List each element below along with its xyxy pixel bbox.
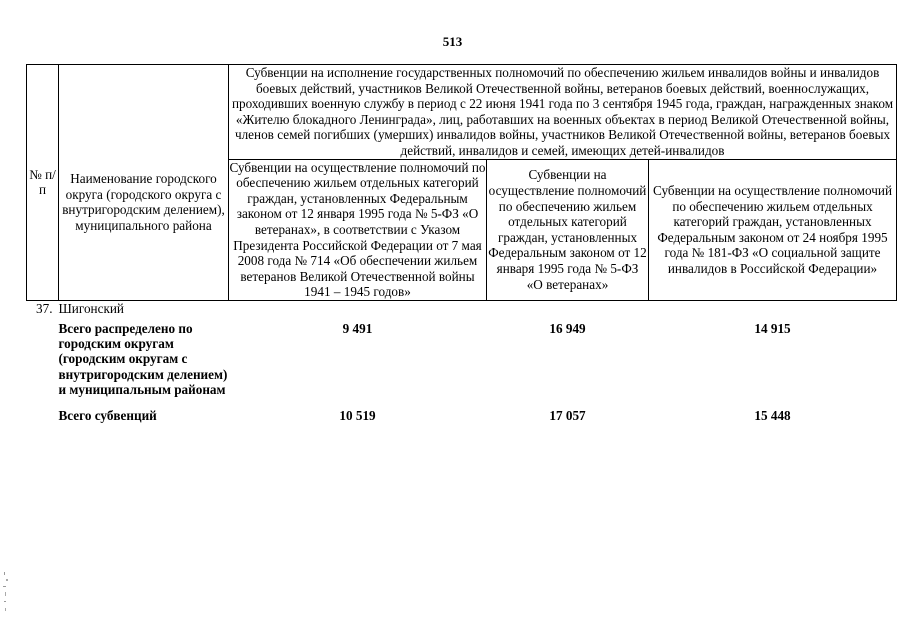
total-subventions-row xyxy=(27,404,897,424)
subvention-table xyxy=(26,64,897,423)
total-subventions-value-2: 17 057 xyxy=(549,407,586,423)
row-value-3 xyxy=(649,300,897,316)
header-row-main xyxy=(27,65,897,160)
header-num: № п/п xyxy=(27,65,59,301)
total-distributed-value-3: 14 915 xyxy=(754,320,791,336)
header-col3: Субвенции на осуществление полномочий по обеспечению жильем отдельных категорий граждан, установленных Федеральным законом от 24 ноября 1995 года № 181-ФЗ «О социальной защите инвалидов в Российской Федерации» xyxy=(649,159,897,300)
total-subventions-value-3: 15 448 xyxy=(754,407,791,423)
total-distributed-value-1: 9 491 xyxy=(342,320,373,336)
total-subventions-value-1: 10 519 xyxy=(339,407,376,423)
table-row xyxy=(27,300,897,316)
total-distributed-label: Всего распределено по городским округам (городским округам с внутригородским делением) и муниципальным районам xyxy=(58,320,228,398)
region-name: Шигонский xyxy=(58,300,124,316)
header-col2: Субвенции на осуществление полномочий по обеспечению жильем отдельных категорий граждан, установленных Федеральным законом от 12 января 1995 года № 5-ФЗ «О ветеранах» xyxy=(487,159,649,300)
row-number: 37. xyxy=(36,300,53,316)
row-value-1 xyxy=(229,300,487,316)
scan-margin-mark xyxy=(2,570,10,614)
row-value-2 xyxy=(487,300,649,316)
total-distributed-row xyxy=(27,317,897,398)
page-number: 513 xyxy=(442,34,463,49)
header-name: Наименование городского округа (городского округа с внутригородским делением), муниципального района xyxy=(59,65,229,301)
total-distributed-value-2: 16 949 xyxy=(549,320,586,336)
header-col1: Субвенции на осуществление полномочий по обеспечению жильем отдельных категорий граждан, установленных Федеральным законом от 12 января 1995 года № 5-ФЗ «О ветеранах», в соответствии с Указом Президента Российской Федерации от 7 мая 2008 года № 714 «Об обеспечении жильем ветеранов Великой Отечественной войны 1941 – 1945 годов» xyxy=(229,159,486,300)
total-subventions-label: Всего субвенций xyxy=(58,407,157,423)
header-main-subvention: Субвенции на исполнение государственных полномочий по обеспечению жильем инвалидов войны и инвалидов боевых действий, участников Великой Отечественной войны, ветеранов боевых действий, военнослужащих, проходивших военную службу в период с 22 июня 1941 года по 3 сентября 1945 года, граждан, награжденных знаком «Жителю блокадного Ленинграда», лиц, работавших на военных объектах в период Великой Отечественной войны, членов семей погибших (умерших) инвалидов войны, участников Великой Отечественной войны, ветеранов боевых действий, инвалидов и семей, имеющих детей-инвалидов xyxy=(229,65,897,160)
